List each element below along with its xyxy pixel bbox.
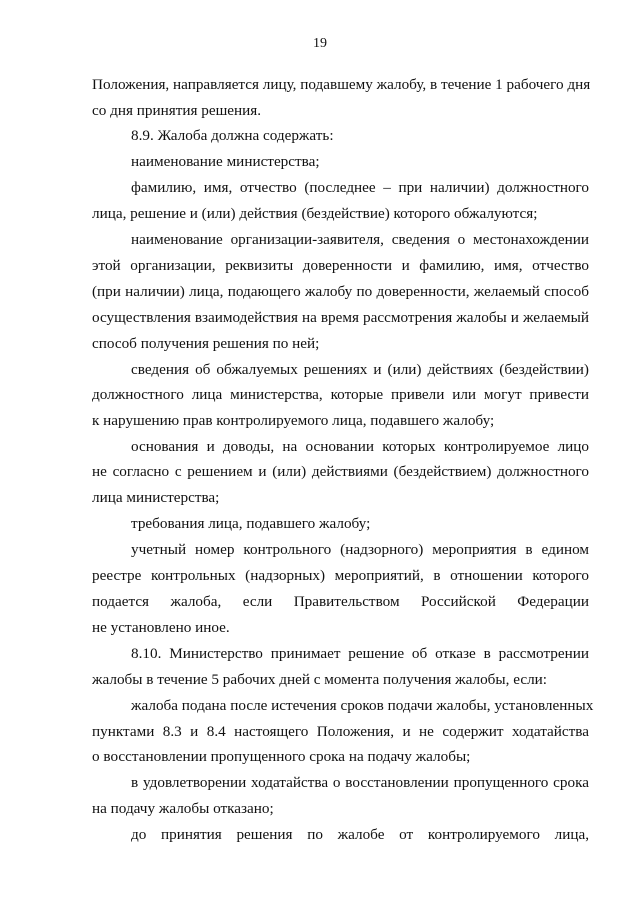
text-line: о восстановлении пропущенного срока на подачу жалобы;	[92, 748, 471, 765]
text-line: способ получения решения по ней;	[92, 335, 320, 352]
text-line: в удовлетворении ходатайства о восстановлении пропущенного срока	[131, 774, 589, 791]
text-line: лица министерства;	[92, 489, 220, 506]
text-line: требования лица, подавшего жалобу;	[131, 515, 371, 532]
text-line: к нарушению прав контролируемого лица, подавшего жалобу;	[92, 412, 495, 429]
text-line: учетный номер контрольного (надзорного) мероприятия в едином	[131, 541, 589, 558]
text-line: 8.10. Министерство принимает решение об отказе в рассмотрении	[131, 645, 589, 662]
text-line: сведения об обжалуемых решениях и (или) действиях (бездействии)	[131, 361, 589, 378]
text-line: 8.9. Жалоба должна содержать:	[131, 127, 334, 144]
text-line: фамилию, имя, отчество (последнее – при наличии) должностного	[131, 179, 589, 196]
text-line: наименование министерства;	[131, 153, 320, 170]
text-line: жалоба подана после истечения сроков подачи жалобы, установленных	[131, 697, 594, 714]
text-line: Положения, направляется лицу, подавшему жалобу, в течение 1 рабочего дня	[92, 76, 591, 93]
text-line: со дня принятия решения.	[92, 102, 262, 119]
text-line: наименование организации-заявителя, сведения о местонахождении	[131, 231, 589, 248]
text-line: не согласно с решением и (или) действиями (бездействием) должностного	[92, 463, 589, 480]
text-line: должностного лица министерства, которые привели или могут привести	[92, 386, 589, 403]
text-line: осуществления взаимодействия на время рассмотрения жалобы и желаемый	[92, 309, 589, 326]
text-line: лица, решение и (или) действия (бездействие) которого обжалуются;	[92, 205, 538, 222]
text-line: пунктами 8.3 и 8.4 настоящего Положения, и не содержит ходатайства	[92, 723, 589, 740]
text-line: не установлено иное.	[92, 619, 230, 636]
text-line: этой организации, реквизиты доверенности и фамилию, имя, отчество	[92, 257, 589, 274]
page-number: 19	[313, 36, 327, 51]
text-line: на подачу жалобы отказано;	[92, 800, 274, 817]
text-line: подается жалоба, если Правительством Российской Федерации	[92, 593, 589, 610]
text-line: до принятия решения по жалобе от контролируемого лица,	[131, 826, 589, 843]
text-line: основания и доводы, на основании которых контролируемое лицо	[131, 438, 589, 455]
text-line: (при наличии) лица, подающего жалобу по доверенности, желаемый способ	[92, 283, 589, 300]
text-line: реестре контрольных (надзорных) мероприятий, в отношении которого	[92, 567, 589, 584]
text-line: жалобы в течение 5 рабочих дней с момента получения жалобы, если:	[92, 671, 547, 688]
